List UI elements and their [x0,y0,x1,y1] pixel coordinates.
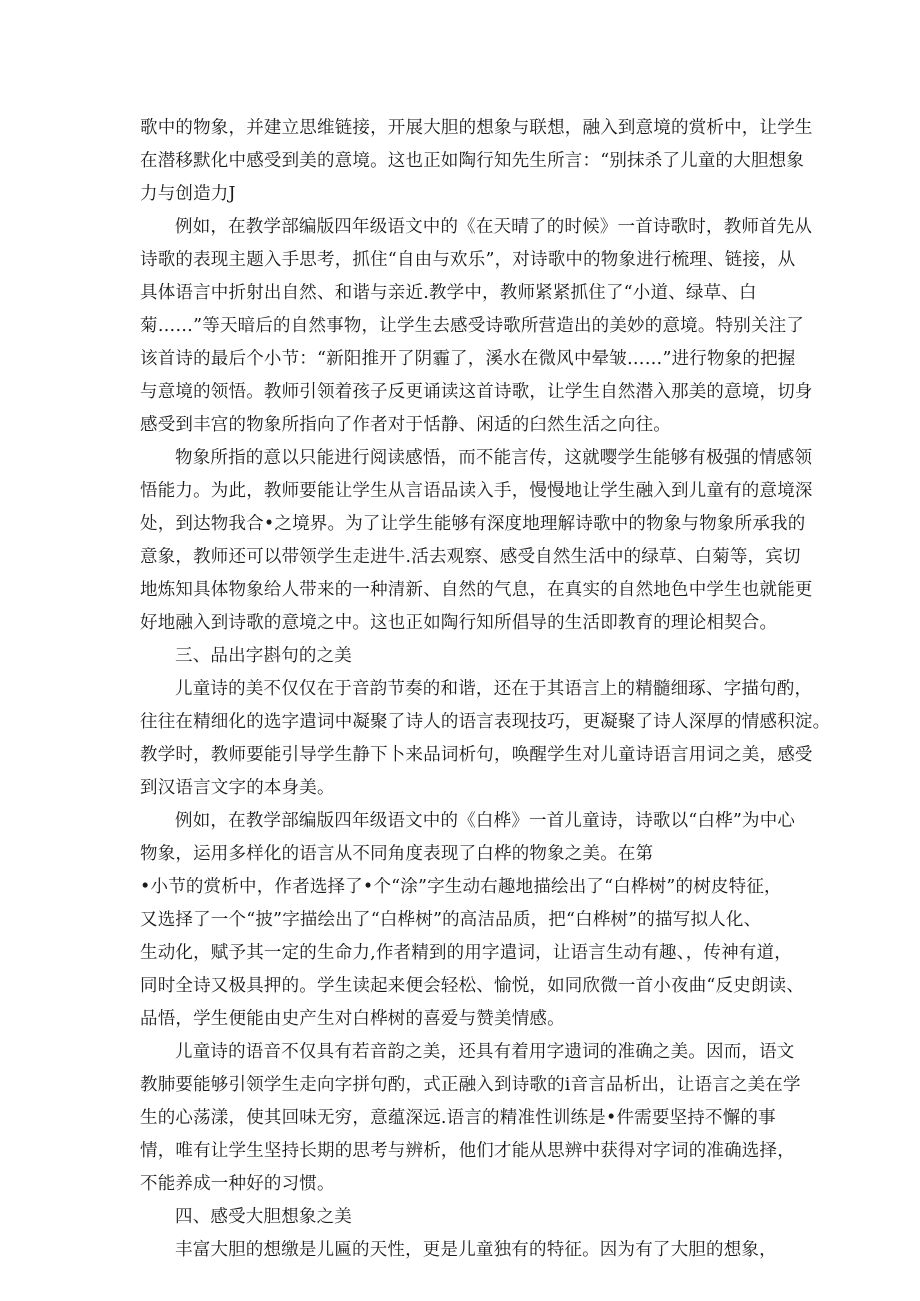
text-line: 例如，在教学部编版四年级语文中的《白桦》一首儿童诗，诗歌以“白桦”为中心 [175,811,796,831]
text-line: 儿童诗的美不仅仅在于音韵节奏的和谐，还在于其语言上的精髓细琢、字描句酌， [175,679,813,699]
text-line: 处，到达物我合•之境界。为了让学生能够有深度地理解诗歌中的物象与物象所承我的 [140,514,806,534]
text-line: 教学时，教师要能引导学生静下卜来品词析句，唤醒学生对儿童诗语言用词之美，感受 [140,745,813,765]
text-line: 品悟，学生便能由史产生对白桦树的喜爱与赞美情感。 [140,1009,565,1029]
text-line: 又选择了一个“披”字描绘出了“白桦树”的高洁品质，把“白桦树”的描写拟人化、 [140,910,762,930]
text-line: 歌中的物象，并建立思维链接，开展大胆的想象与联想，融入到意境的赏析中，让学生 [140,118,813,138]
text-line: 菊……”等天暗后的自然事物，让学生去感受诗歌所营造出的美妙的意境。特别关注了 [140,316,805,336]
text-line: 丰富大胆的想缴是儿匾的天性，更是儿童独有的特征。因为有了大胆的想象， [175,1240,777,1260]
text-line: 生动化，赋予其一定的生命力,作者精到的用字遣词，让语言生动有趣、，传神有道， [140,943,792,963]
text-line: 儿童诗的语音不仅具有若音韵之美，还具有着用字遗词的准确之美。因而，语文 [175,1042,795,1062]
text-line: 好地融入到诗歌的意境之中。这也正如陶行知所倡导的生活即教育的理论相契合。 [140,613,778,633]
text-line: 力与创造力J [140,184,236,204]
text-line: 例如，在教学部编版四年级语文中的《在天晴了的时候》一首诗歌时，教师首先从 [175,217,813,237]
text-line: 诗歌的表现主题入手思考，抓住“自由与欢乐”，对诗歌中的物象进行梳理、链接，从 [140,250,796,270]
text-line: 同时全诗又极具押的。学生读起来便会轻松、愉悦，如同欣微一首小夜曲“反史朗读、 [140,976,805,996]
text-line: 感受到丰宫的物象所指向了作者对于恬静、闲适的臼然生活之向往。 [140,415,671,435]
text-line: 具体语言中折射出自然、和谐与亲近.教学中，教师紧紧抓住了“小道、绿草、白 [140,283,757,303]
text-line: 地炼知具体物象给人带来的一种清新、自然的气息，在真实的自然地色中学生也就能更 [140,580,813,600]
text-line: 悟能力。为此，教师要能让学生从言语品读入手，慢慢地让学生融入到儿童有的意境深 [140,481,813,501]
text-line: 生的心荡漾，使其回味无穷，意蕴深远.语言的精准性训练是•件需要坚持不懈的事 [140,1108,776,1128]
text-line: 物象所指的意以只能进行阅读感悟，而不能言传，这就嘤学生能够有极强的情感领 [175,448,813,468]
text-line: 与意境的领悟。教师引领着孩子反更诵读这首诗歌，让学生自然潜入那美的意境，切身 [140,382,813,402]
text-line: 在潜移默化中感受到美的意境。这也正如陶行知先生所言：“别抹杀了儿童的大胆想象 [140,151,805,171]
text-line: 教肺要能够引领学生走向字拼句酌，式正融入到诗歌的i音言品析出，让语言之美在学 [140,1075,801,1095]
section-heading: 四、感受大胆想象之美 [175,1207,352,1227]
text-line: •小节的赏析中，作者选择了•个“涂”字生动右趣地描绘出了“白桦树”的树皮特征， [140,877,782,897]
section-heading: 三、品出字斟句的之美 [175,646,352,666]
text-line: 往往在精细化的选字遣词中凝聚了诗人的语言表现技巧，更凝聚了诗人深厚的情感积淀。 [140,712,831,732]
text-line: 情，唯有让学生坚持长期的思考与辨析，他们才能从思辨中获得对字词的准确选择， [140,1141,795,1161]
text-line: 到汉语言文字的本身美。 [140,778,335,798]
text-line: 意象，教师还可以带领学生走进牛.活去观察、感受自然生活中的绿草、白菊等，宾切 [140,547,801,567]
text-line: 物象，运用多样化的语言从不同角度表现了白桦的物象之美。在第 [140,844,654,864]
text-line: 不能养成一种好的习惯。 [140,1174,335,1194]
text-line: 该首诗的最后个小节：“新阳推开了阴霾了，溪水在微风中晕皱……”进行物象的把握 [140,349,796,369]
